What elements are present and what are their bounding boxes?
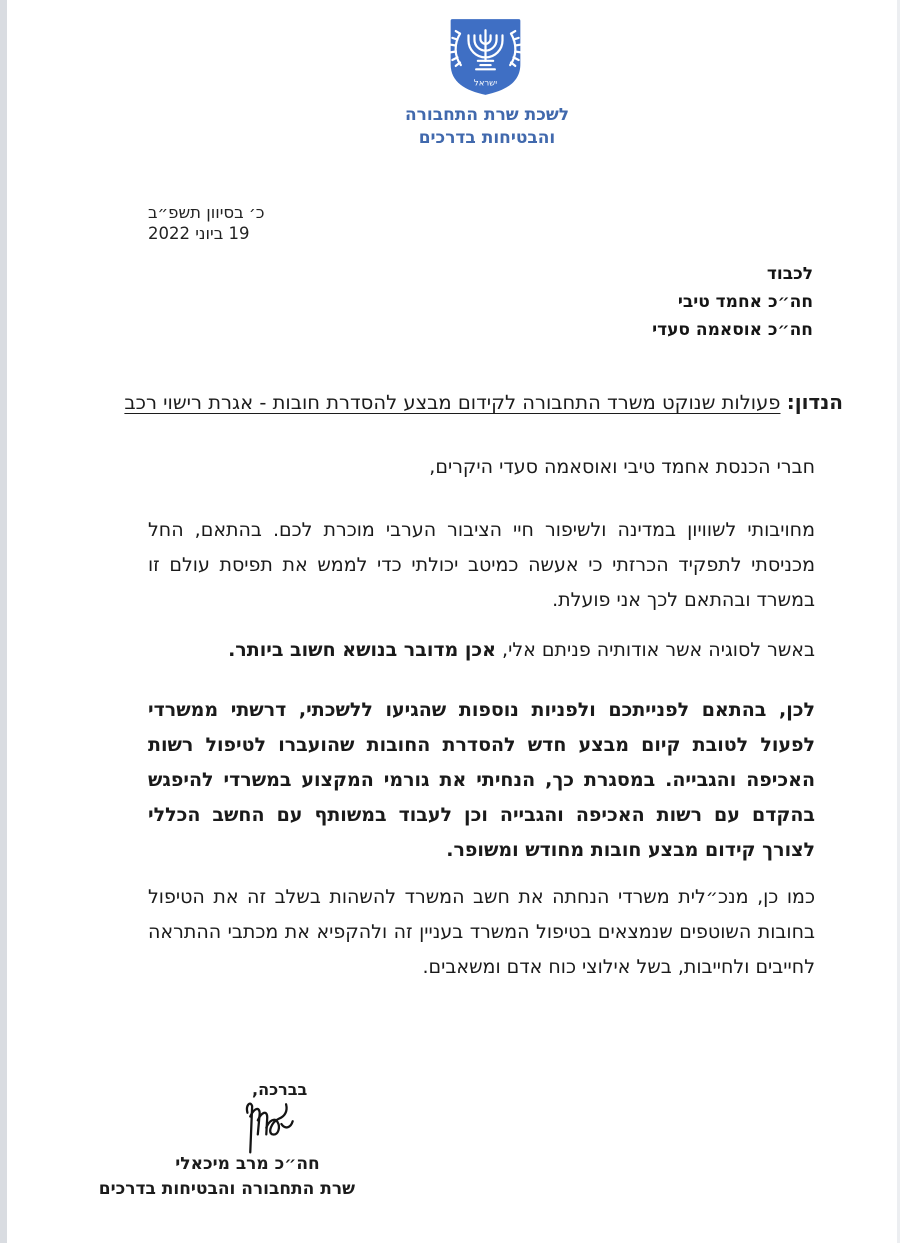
letterhead-line2: והבטיחות בדרכים: [418, 128, 556, 148]
paragraph-2: [148, 633, 815, 668]
date-gregorian: 19 ביוני 2022: [148, 224, 250, 243]
subject-line: [124, 390, 843, 414]
paragraph-3: לכן, בהתאם לפנייתכם ולפניות נוספות שהגיעו ללשכתי, דרשתי ממשרדי לפעול לטובת קיום מבצע חדש להסדרת החובות שהועברו לטיפול רשות האכיפה והגבייה. במסגרת כך, הנחיתי את גורמי המקצוע במשרדי להיפגש בהקדם עם רשות האכיפה והגבייה וכן לעבוד במשותף עם החשב הכללי לצורך קידום מבצע חובות מחודש ומשופר.: [148, 699, 815, 861]
recipient-name-1: חה״כ אחמד טיבי: [677, 292, 813, 312]
date-block: [148, 202, 265, 244]
svg-text:ישראל: ישראל: [473, 78, 498, 89]
subject-label: הנדון:: [786, 390, 843, 414]
letter-body: [148, 450, 815, 985]
date-hebrew: כ׳ בסיוון תשפ״ב: [148, 203, 265, 222]
scan-edge-left: [0, 0, 7, 1243]
paragraph-4: כמו כן, מנכ״לית משרדי הנחתה את חשב המשרד להשהות בשלב זה את הטיפול בחובות השוטפים שנמצאים בטיפול המשרד בעניין זה ולהקפיא את מכתבי ההתראה לחייבים ולחייבות, בשל אילוצי כוח אדם ומשאבים.: [148, 886, 815, 978]
signatory-name: חה״כ מרב מיכאלי: [175, 1154, 320, 1174]
recipient-salutation: לכבוד: [766, 264, 813, 284]
letterhead: [287, 104, 687, 150]
paragraph-2-regular: באשר לסוגיה אשר אודותיה פניתם אלי,: [496, 639, 815, 661]
recipient-block: [652, 260, 813, 344]
paragraph-2-bold: אכן מדובר בנושא חשוב ביותר.: [228, 639, 497, 661]
handwritten-signature-icon: [236, 1092, 306, 1158]
signatory-title: שרת התחבורה והבטיחות בדרכים: [98, 1179, 355, 1199]
signature-closing: בברכה,: [252, 1080, 308, 1099]
letterhead-line1: לשכת שרת התחבורה: [404, 105, 570, 125]
subject-text: פעולות שנוקט משרד התחבורה לקידום מבצע להסדרת חובות - אגרת רישוי רכב: [124, 391, 781, 414]
recipient-name-2: חה״כ אוסאמה סעדי: [652, 320, 813, 340]
israel-state-emblem-icon: [443, 16, 528, 98]
greeting-line: חברי הכנסת אחמד טיבי ואוסאמה סעדי היקרים,: [429, 456, 815, 478]
paragraph-1: מחויבותי לשוויון במדינה ולשיפור חיי הציבור הערבי מוכרת לכם. בהתאם, החל מכניסתי לתפקיד הכרזתי כי אעשה כמיטב יכולתי כדי לממש את תפיסת עולם זו במשרד ובהתאם לכך אני פועלת.: [148, 519, 815, 611]
